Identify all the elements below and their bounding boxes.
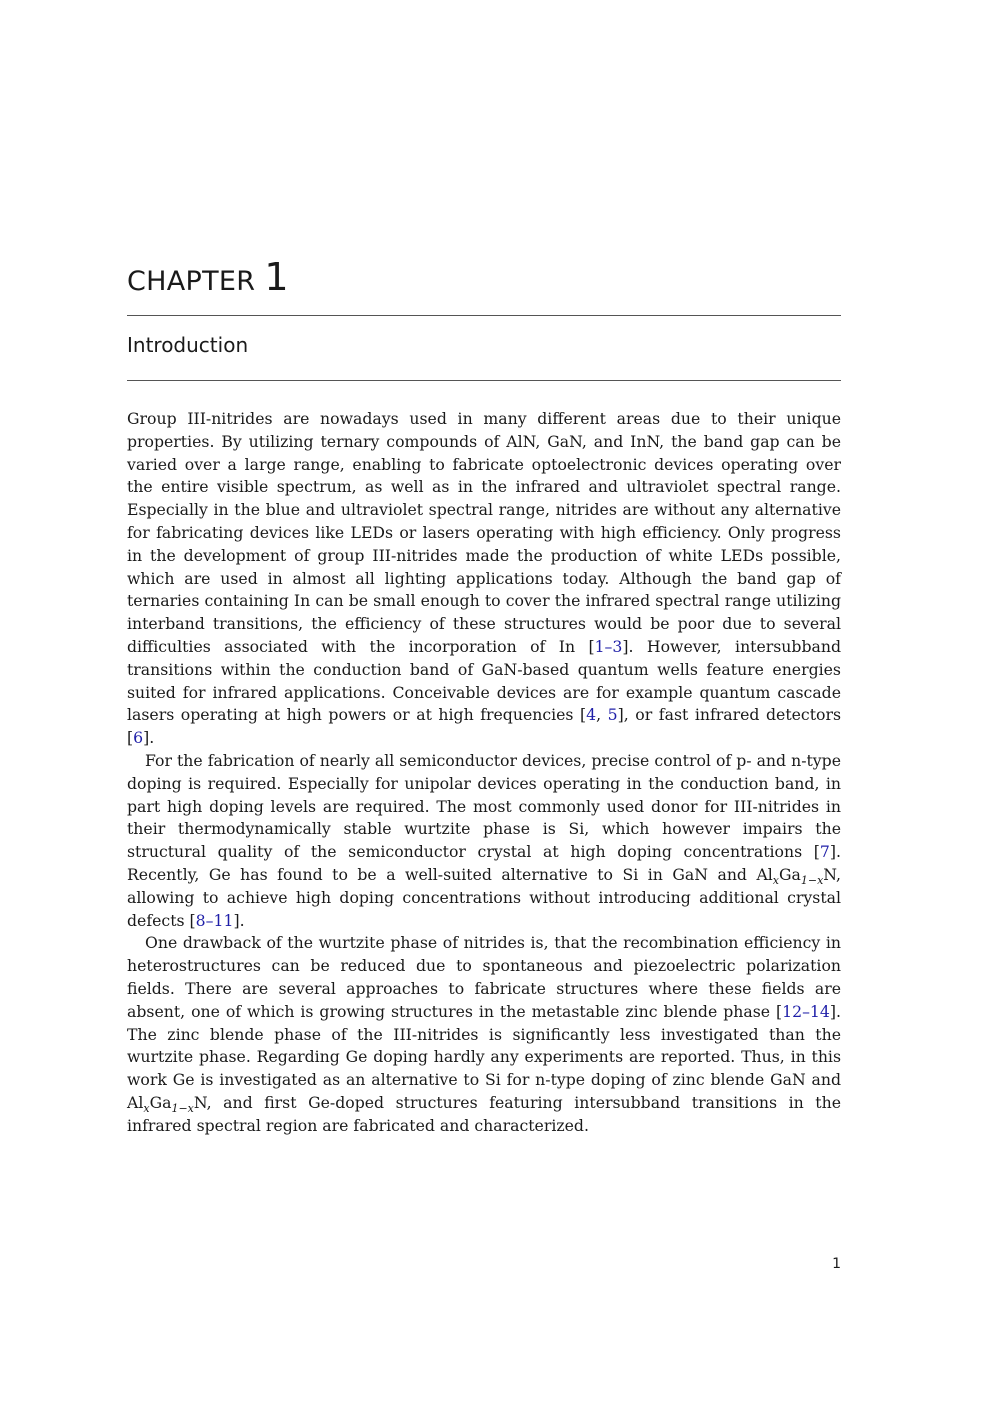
- body-paragraph: [127, 750, 841, 932]
- text-run: ,: [596, 705, 608, 725]
- citation-link[interactable]: 4: [586, 705, 597, 725]
- citation-link[interactable]: 1–3: [594, 636, 623, 656]
- body-paragraph: [127, 932, 841, 1137]
- chapter-rule-bottom: [127, 380, 841, 381]
- citation-link[interactable]: 7: [819, 842, 830, 862]
- text-run: N, and first Ge-doped structures featuring intersubband transitions in the infrared spectral region are fabricated and characterized.: [127, 1092, 841, 1135]
- chapter-heading: [127, 255, 841, 299]
- subscript: 1−x: [800, 873, 824, 887]
- subscript: 1−x: [171, 1101, 194, 1115]
- text-run: ].: [143, 728, 155, 748]
- text-run: For the fabrication of nearly all semiconductor devices, precise control of p- and n-type doping is required. Especially for unipolar devices operating in the conduction band, in part high doping levels are required. The most commonly used donor for III-nitrides in their thermodynamically stable wurtzite phase is Si, which however impairs the structural quality of the semiconductor crystal at high doping concentrations [: [127, 750, 841, 862]
- text-run: ]. Recently, Ge has found to be a well-suited alternative to Si in GaN and Al: [127, 842, 841, 884]
- citation-link[interactable]: 8–11: [195, 910, 234, 930]
- body-text: [127, 408, 841, 1138]
- citation-link[interactable]: 5: [607, 705, 618, 725]
- chapter-label: CHAPTER: [127, 266, 256, 297]
- text-run: Ga: [779, 864, 801, 884]
- body-paragraph: [127, 408, 841, 750]
- text-run: ], or fast infrared detectors [: [127, 705, 841, 748]
- text-run: ]. The zinc blende phase of the III-nitrides is significantly less investigated than the wurtzite phase. Regarding Ge doping hardly any experiments are reported. Thus, in this work Ge is investigated as an alternative to Si for n-type doping of zinc blende GaN and Al: [127, 1001, 841, 1112]
- text-run: ]. However, intersubband transitions within the conduction band of GaN-based quantum wells feature energies suited for infrared applications. Conceivable devices are for example quantum cascade lasers operating at high powers or at high frequencies [: [127, 636, 841, 725]
- text-run: One drawback of the wurtzite phase of nitrides is, that the recombination efficiency in heterostructures can be reduced due to spontaneous and piezoelectric polarization fields. There are several approaches to fabricate structures where these fields are absent, one of which is growing structures in the metastable zinc blende phase [: [127, 933, 841, 1021]
- citation-link[interactable]: 6: [133, 728, 144, 748]
- subscript: x: [143, 1101, 150, 1115]
- text-run: ].: [233, 910, 245, 930]
- text-run: Ga: [149, 1092, 172, 1112]
- chapter-rule-top: [127, 315, 841, 316]
- text-run: N, allowing to achieve high doping concentrations without introducing additional crystal defects [: [127, 864, 841, 930]
- page-number: 1: [832, 1256, 841, 1272]
- citation-link[interactable]: 12–14: [782, 1001, 830, 1021]
- chapter-number: 1: [264, 255, 289, 299]
- chapter-title: Introduction: [127, 333, 249, 357]
- subscript: x: [772, 873, 779, 887]
- text-run: Group III-nitrides are nowadays used in many different areas due to their unique properties. By utilizing ternary compounds of AlN, GaN, and InN, the band gap can be varied over a large range, enabling to fabricate optoelectronic devices operating over the entire visible spectrum, as well as in the infrared and ultraviolet spectral range. Especially in the blue and ultraviolet spectral range, nitrides are without any alternative for fabricating devices like LEDs or lasers operating with high efficiency. Only progress in the development of group III-nitrides made the production of white LEDs possible, which are used in almost all lighting applications today. Although the band gap of ternaries containing In can be small enough to cover the infrared spectral range utilizing interband transitions, the efficiency of these structures would be poor due to several difficulties associated with the incorporation of In [: [127, 409, 841, 656]
